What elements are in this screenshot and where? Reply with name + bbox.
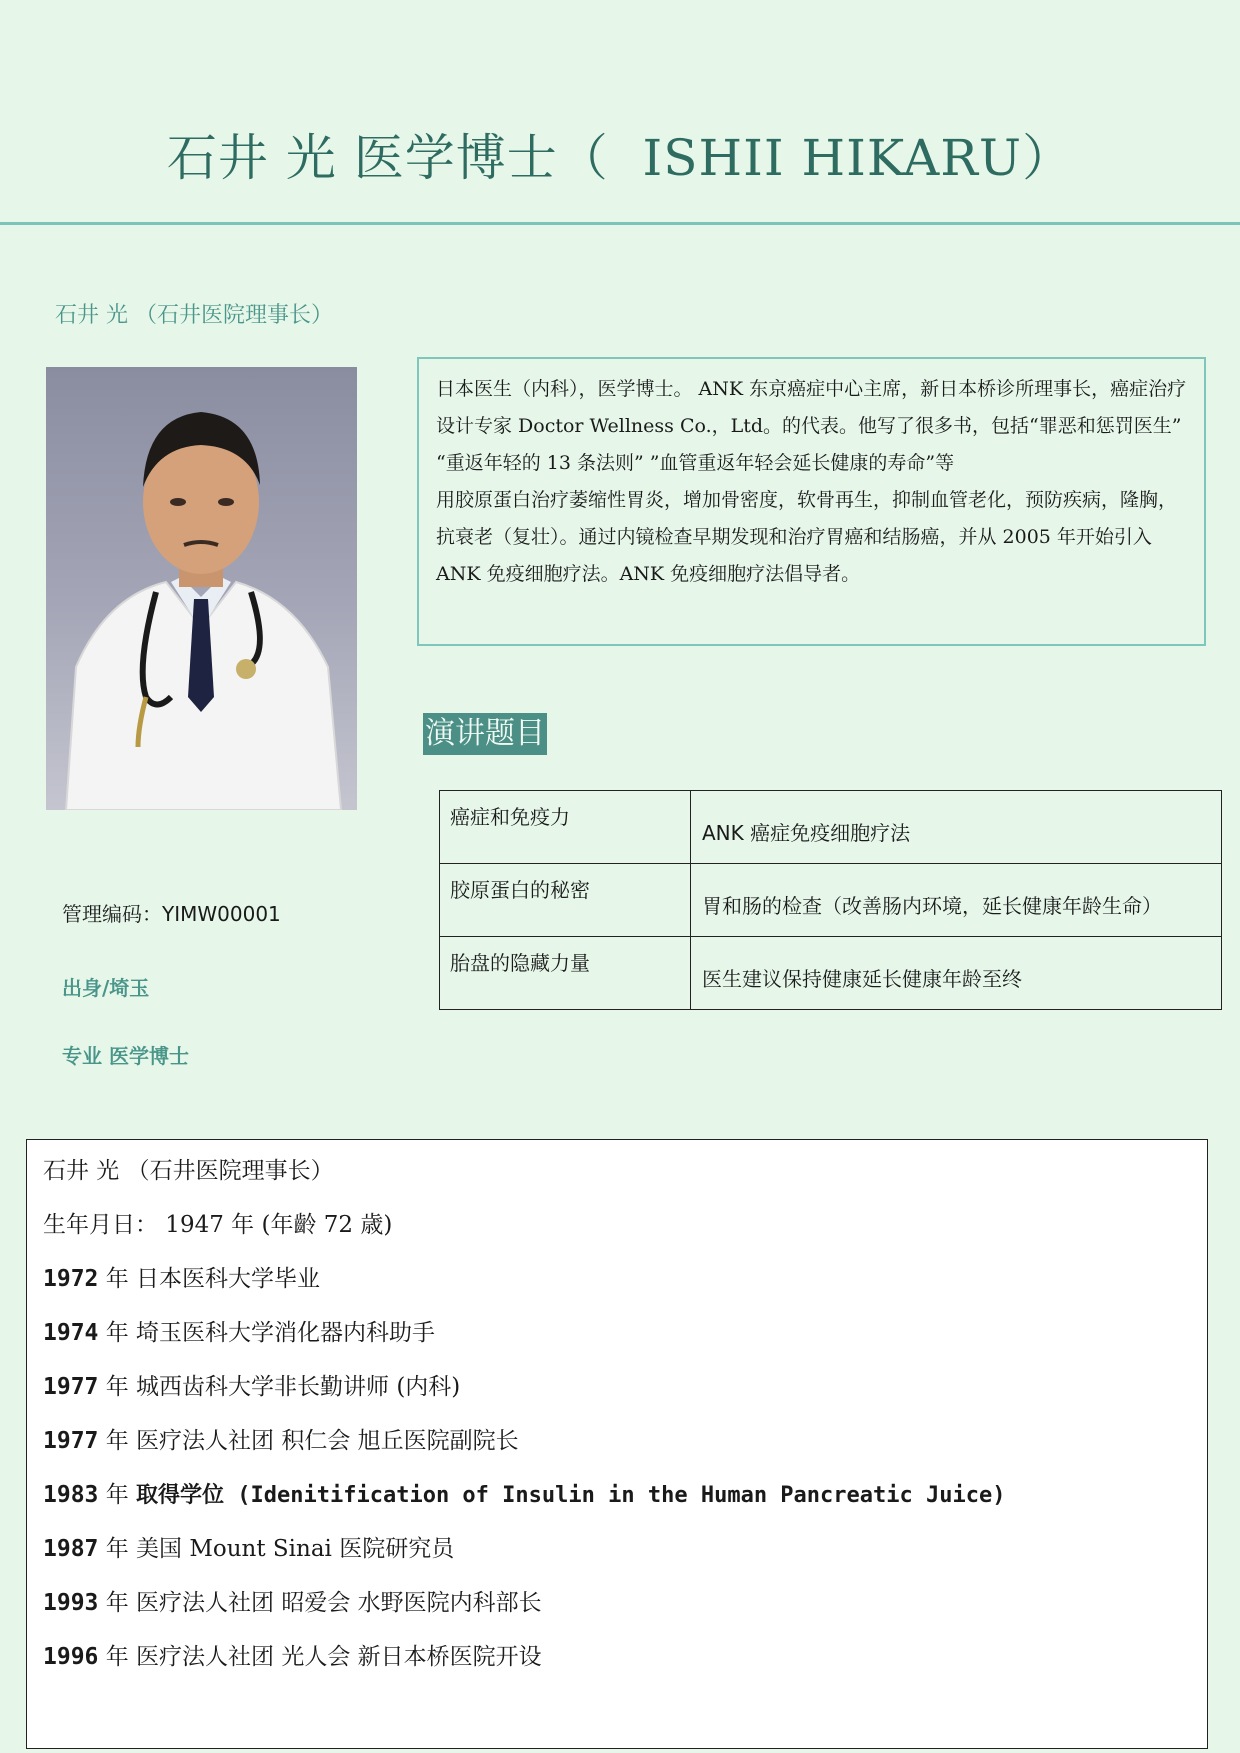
topic-detail: ANK 癌症免疫细胞疗法: [691, 791, 1222, 864]
resume-entry: [43, 1588, 1207, 1642]
title-divider: [0, 222, 1240, 225]
topic-detail: 胃和肠的检查（改善肠内环境，延长健康年龄生命）: [691, 864, 1222, 937]
biography-box: [417, 357, 1206, 646]
resume-name-line: 石井 光 （石井医院理事长）: [43, 1158, 334, 1184]
entry-text: 取得学位 (Idenitification of Insulin in the Human Pancreatic Juice): [136, 1483, 1006, 1508]
resume-entry: [43, 1372, 1207, 1426]
entry-unit: 年: [98, 1590, 137, 1616]
resume-entry: [43, 1264, 1207, 1318]
entry-unit: 年: [98, 1320, 137, 1346]
entry-text: 医疗法人社团 昭爱会 水野医院内科部长: [136, 1590, 542, 1616]
resume-entry: [43, 1480, 1207, 1534]
entry-year: 1993: [43, 1590, 99, 1616]
resume-box: [26, 1139, 1208, 1749]
resume-birth-line: 生年月日： 1947 年 (年齡 72 歳): [43, 1212, 393, 1238]
major-label: 专业 医学博士: [62, 1044, 189, 1068]
resume-entry: [43, 1534, 1207, 1588]
entry-text: 日本医科大学毕业: [136, 1266, 321, 1292]
entry-unit: 年: [98, 1374, 137, 1400]
table-row: [440, 791, 1222, 864]
origin-label: 出身/埼玉: [62, 976, 150, 1000]
entry-unit: 年: [98, 1536, 137, 1562]
entry-unit: 年: [98, 1428, 137, 1454]
entry-year: 1977: [43, 1374, 99, 1400]
topic-title: 胎盘的隐藏力量: [440, 937, 691, 1010]
table-row: [440, 937, 1222, 1010]
entry-year: 1996: [43, 1644, 99, 1670]
entry-year: 1983: [43, 1482, 99, 1508]
entry-year: 1987: [43, 1536, 99, 1562]
resume-entry: [43, 1426, 1207, 1480]
topic-title: 癌症和免疫力: [440, 791, 691, 864]
bio-paragraph-2: 用胶原蛋白治疗萎缩性胃炎，增加骨密度，软骨再生，抑制血管老化，预防疾病，隆胸，抗衰老（复壮）。通过内镜检查早期发现和治疗胃癌和结肠癌，并从 2005 年开始引入 ANK 免疫细胞疗法。ANK 免疫细胞疗法倡导者。: [436, 489, 1178, 585]
speech-topics-heading: 演讲题目: [423, 713, 547, 755]
speech-topics-table: [439, 790, 1222, 1010]
topic-title: 胶原蛋白的秘密: [440, 864, 691, 937]
entry-text: 城西齿科大学非长勤讲师 (内科): [136, 1374, 461, 1400]
page-title: 石井 光 医学博士（ ISHII HIKARU）: [166, 129, 1074, 187]
entry-year: 1974: [43, 1320, 99, 1346]
topic-detail: 医生建议保持健康延长健康年龄至终: [691, 937, 1222, 1010]
bio-paragraph-1: 日本医生（内科），医学博士。 ANK 东京癌症中心主席，新日本桥诊所理事长，癌症治疗设计专家 Doctor Wellness Co.，Ltd。的代表。他写了很多书，包括“罪恶和惩罚医生” “重返年轻的 13 条法则” ”血管重返年轻会延长健康的寿命”等: [436, 378, 1187, 474]
admin-code: 管理编码：YIMW00001: [62, 902, 281, 926]
entry-year: 1977: [43, 1428, 99, 1454]
entry-text: 美国 Mount Sinai 医院研究员: [136, 1536, 455, 1562]
portrait-illustration: [46, 367, 357, 810]
doctor-subtitle: 石井 光 （石井医院理事长）: [55, 303, 333, 328]
entry-text: 埼玉医科大学消化器内科助手: [136, 1320, 436, 1346]
resume-entry: [43, 1318, 1207, 1372]
entry-text: 医疗法人社团 积仁会 旭丘医院副院长: [136, 1428, 519, 1454]
entry-unit: 年: [98, 1266, 137, 1292]
entry-year: 1972: [43, 1266, 99, 1292]
doctor-portrait-photo: [46, 367, 357, 810]
entry-unit: 年: [98, 1644, 137, 1670]
entry-text: 医疗法人社团 光人会 新日本桥医院开设: [136, 1644, 542, 1670]
resume-entry: [43, 1642, 1207, 1696]
entry-unit: 年: [98, 1482, 137, 1508]
table-row: [440, 864, 1222, 937]
